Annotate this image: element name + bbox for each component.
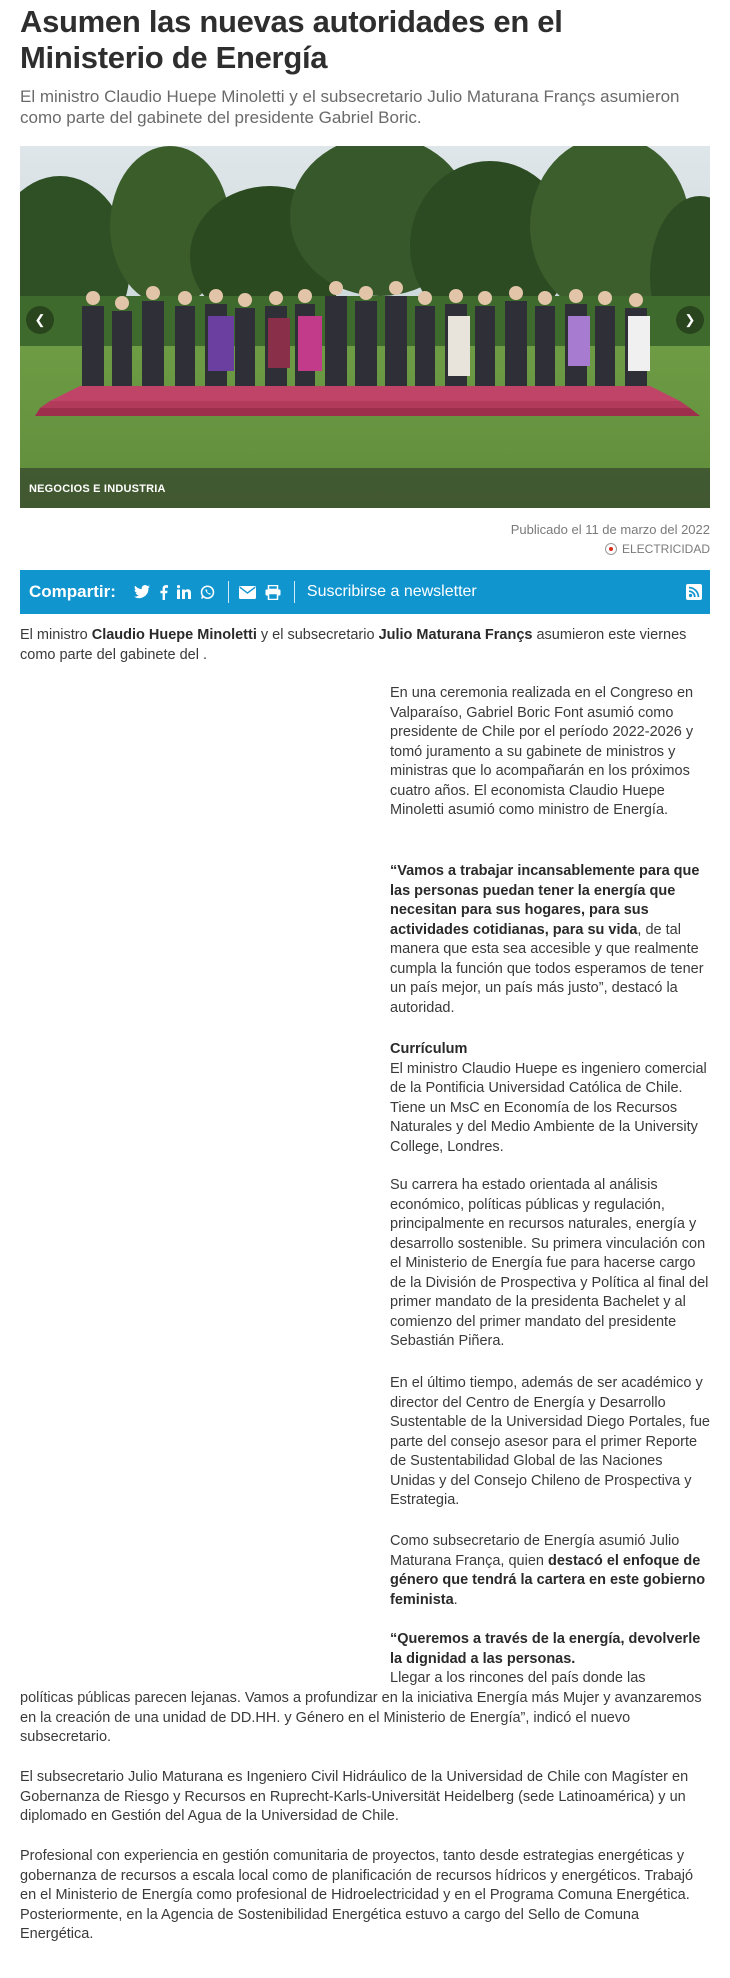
article-title: Asumen las nuevas autoridades en el Ministerio de Energía	[20, 4, 563, 75]
facebook-icon[interactable]	[159, 585, 168, 600]
body-paragraph: El subsecretario Julio Maturana es Ingeniero Civil Hidráulico de la Universidad de Chile con Magíster en Gobernanza de Riesgo y Recursos en Ruprecht-Karls-Universität Heidelberg (sede Latinoamérica) y un diplomado en Gestión del Agua de la Universidad de Chile.	[20, 1769, 689, 1824]
quote-text: , de tal manera que esta sea accesible y que realmente cumpla la función que todos esperamos de tener un país mejor, un país más justo”, destacó la autoridad.	[390, 921, 704, 1016]
quote-bold: “Queremos a través de la energía, devolverle la dignidad a las personas.	[390, 1631, 701, 1667]
rss-icon[interactable]	[686, 584, 702, 600]
publish-date: Publicado el 11 de marzo del 2022	[510, 522, 710, 537]
newsletter-link[interactable]: Suscribirse a newsletter	[306, 583, 477, 600]
lead-bold: Julio Maturana Françs	[378, 627, 533, 643]
cv-heading: Currículum	[390, 1041, 468, 1057]
body-text: Como subsecretario de Energía asumió Julio Maturana França, quien	[390, 1533, 680, 1569]
hero-image-carousel[interactable]	[20, 146, 710, 508]
body-bold: destacó el enfoque de género que tendrá la cartera en este gobierno feminista	[390, 1552, 706, 1608]
topic-tag[interactable]	[605, 542, 710, 556]
lead-text: y el subsecretario	[256, 627, 379, 643]
quote-paragraph	[390, 862, 710, 1018]
share-label: Compartir:	[29, 582, 116, 601]
topic-tag-label: ELECTRICIDAD	[621, 542, 710, 556]
print-icon[interactable]	[265, 585, 281, 600]
cv-text: El ministro Claudio Huepe es ingeniero comercial de la Pontificia Universidad Católica de Chile. Tiene un MsC en Economía de los Recursos Naturales y del Medio Ambiente de la University College, Londres.	[390, 1060, 707, 1155]
body-paragraph: Su carrera ha estado orientada al análisis económico, políticas públicas y regulación, principalmente en recursos naturales, energía y desarrollo sostenible. Su primera vinculación con el Ministerio de Energía fue para hacerse cargo de la División de Prospectiva y Política al final del primer mandato de la presidenta Bachelet y al comienzo del primer mandato del presidente Sebastián Piñera.	[390, 1177, 709, 1349]
email-icon[interactable]	[239, 586, 256, 599]
body-paragraph: En el último tiempo, además de ser académico y director del Centro de Energía y Desarrollo Sustentable de la Universidad Diego Portales, fue parte del consejo asesor para el primer Reporte de Sustentabilidad Global de las Naciones Unidas y del Consejo Chileno de Prospectiva y Estrategia.	[390, 1375, 710, 1508]
article-subtitle: El ministro Claudio Huepe Minoletti y el subsecretario Julio Maturana Françs asumieron como parte del gabinete del presidente Gabriel Boric.	[20, 87, 680, 127]
carousel-prev-icon[interactable]: ❮	[26, 306, 54, 334]
tag-icon	[605, 543, 617, 555]
lead-bold: Claudio Huepe Minoletti	[91, 627, 257, 643]
quote-text: Llegar a los rincones del país donde las	[390, 1670, 646, 1686]
quote-bold: “Vamos a trabajar incansablemente para que las personas puedan tener la energía que necesitan para sus hogares, para sus actividades cotidianas, para su vida	[390, 863, 700, 938]
body-paragraph: En una ceremonia realizada en el Congreso en Valparaíso, Gabriel Boric Font asumió como presidente de Chile por el período 2022-2026 y tomó juramento a su gabinete de ministros y ministras que lo acompañarán en los próximos cuatro años. El economista Claudio Huepe Minoletti asumió como ministro de Energía.	[390, 685, 694, 818]
whatsapp-icon[interactable]	[200, 585, 215, 600]
quote-paragraph	[390, 1630, 710, 1689]
twitter-icon[interactable]	[134, 585, 150, 599]
body-paragraph	[390, 1532, 710, 1610]
lead-paragraph	[20, 626, 710, 665]
share-bar	[20, 570, 710, 614]
share-divider	[294, 581, 295, 603]
lead-text: El ministro	[20, 627, 92, 643]
share-divider	[228, 581, 229, 603]
lead-text: asumieron este viernes como parte del gabinete del .	[20, 627, 687, 663]
category-link[interactable]: NEGOCIOS E INDUSTRIA	[29, 483, 166, 495]
carousel-next-icon[interactable]: ❯	[676, 306, 704, 334]
cv-section	[390, 1040, 710, 1157]
hero-photo	[20, 146, 710, 508]
quote-paragraph-continued: políticas públicas parecen lejanas. Vamos a profundizar en la iniciativa Energía más Mujer y avanzaremos en la creación de una unidad de DD.HH. y Género en el Ministerio de Energía”, indicó el nuevo subsecretario.	[20, 1690, 702, 1745]
body-paragraph: Profesional con experiencia en gestión comunitaria de proyectos, tanto desde estrategias energéticas y gobernanza de recursos a escala local como de planificación de recursos hídricos y energéticos. Trabajó en el Ministerio de Energía como profesional de Hidroelectricidad y en el Programa Comuna Energética. Posteriormente, en la Agencia de Sostenibilidad Energética estuvo a cargo del Sello de Comuna Energética.	[20, 1848, 694, 1942]
linkedin-icon[interactable]	[177, 585, 191, 599]
body-text: .	[453, 1591, 458, 1608]
